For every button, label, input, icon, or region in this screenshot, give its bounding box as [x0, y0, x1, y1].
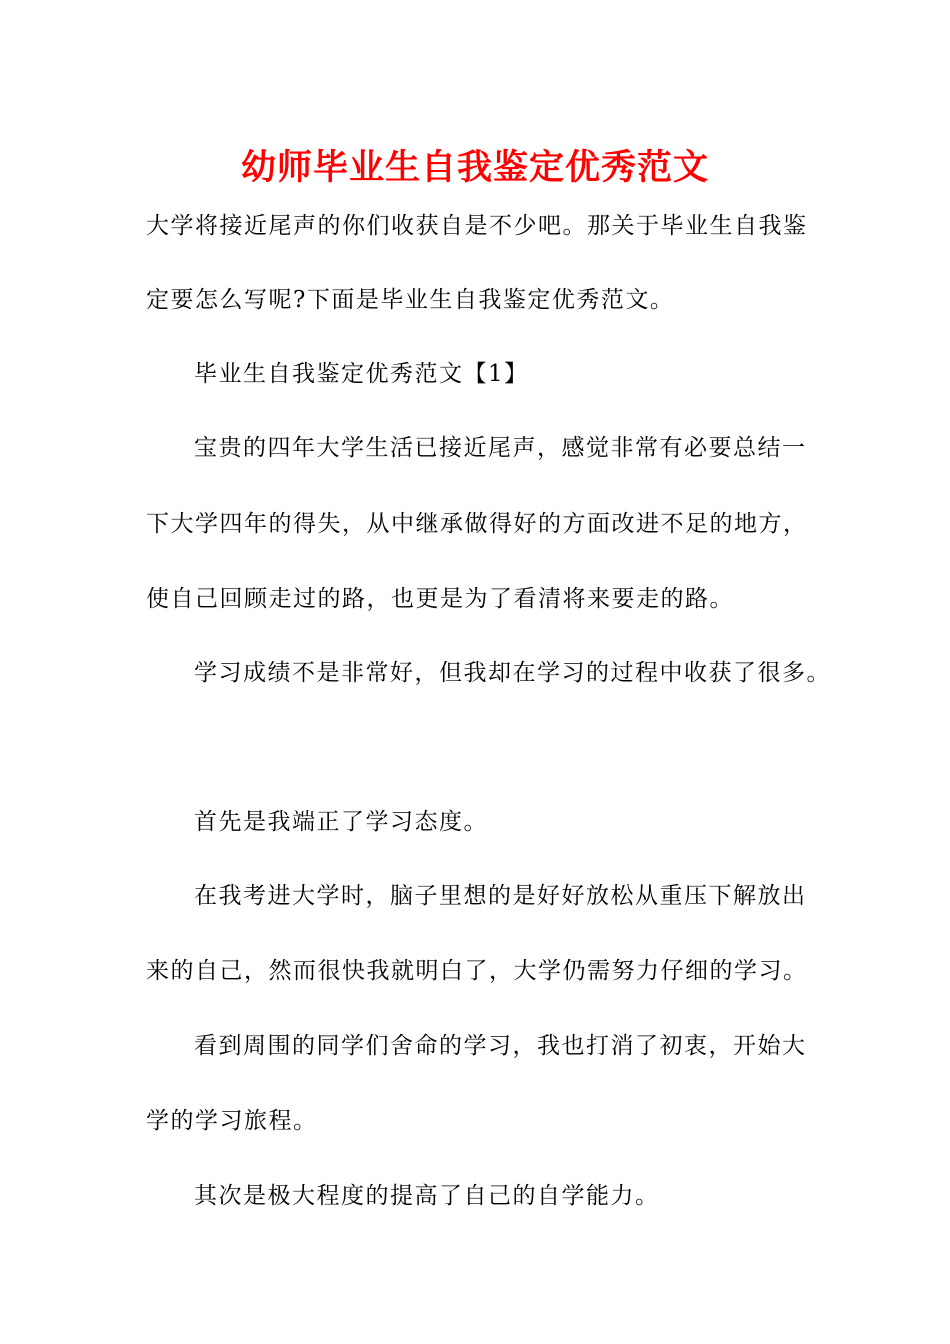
text-line: 定要怎么写呢?下面是毕业生自我鉴定优秀范文。	[146, 287, 675, 313]
section-heading: 毕业生自我鉴定优秀范文【1】	[194, 361, 529, 387]
document-title: 幼师毕业生自我鉴定优秀范文	[240, 148, 709, 188]
text-line: 其次是极大程度的提高了自己的自学能力。	[194, 1183, 660, 1209]
text-line: 学习成绩不是非常好，但我却在学习的过程中收获了很多。	[194, 660, 831, 686]
text-line: 看到周围的同学们舍命的学习，我也打消了初衷，开始大	[194, 1033, 807, 1059]
text-line: 来的自己，然而很快我就明白了，大学仍需努力仔细的学习。	[146, 958, 808, 984]
text-line: 在我考进大学时，脑子里想的是好好放松从重压下解放出	[194, 883, 807, 909]
text-line: 首先是我端正了学习态度。	[194, 809, 488, 835]
text-line: 下大学四年的得失，从中继承做得好的方面改进不足的地方，	[146, 511, 808, 537]
text-line: 宝贵的四年大学生活已接近尾声，感觉非常有必要总结一	[194, 435, 807, 461]
text-line: 大学将接近尾声的你们收获自是不少吧。那关于毕业生自我鉴	[146, 213, 808, 239]
text-line: 学的学习旅程。	[146, 1108, 318, 1134]
text-line: 使自己回顾走过的路，也更是为了看清将来要走的路。	[146, 586, 734, 612]
